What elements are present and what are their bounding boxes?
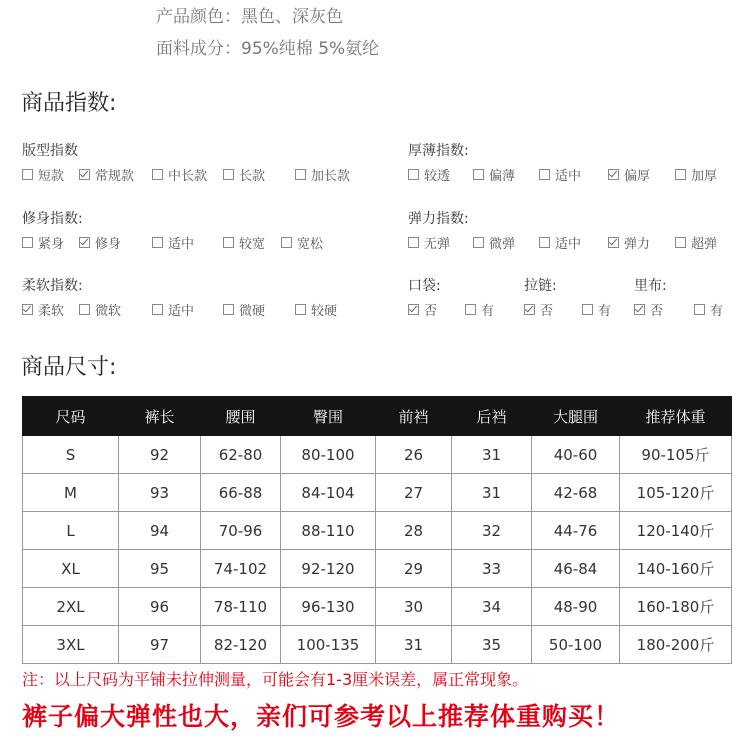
- table-cell: 31: [376, 626, 452, 664]
- table-cell: 35: [452, 626, 532, 664]
- thickness-index-label: 厚薄指数:: [408, 143, 469, 159]
- unchecked-box-icon: [473, 237, 484, 248]
- size-table-header-cell: 后裆: [452, 397, 532, 436]
- option-item: [539, 233, 581, 252]
- checked-box-icon: [524, 304, 535, 315]
- unchecked-box-icon: [223, 304, 234, 315]
- checked-box-icon: [608, 169, 619, 180]
- option-label: 加长款: [311, 169, 351, 184]
- option-label: 较硬: [311, 304, 338, 319]
- table-cell: 2XL: [23, 588, 119, 626]
- option-item: [524, 300, 553, 319]
- table-cell: 95: [119, 550, 201, 588]
- unchecked-box-icon: [152, 169, 163, 180]
- table-cell: 84-104: [281, 474, 376, 512]
- elastic-index-label: 弹力指数:: [408, 211, 469, 227]
- table-row: [23, 588, 732, 626]
- option-label: 否: [540, 304, 554, 319]
- option-label: 较宽: [239, 237, 266, 252]
- table-cell: 26: [376, 436, 452, 474]
- checked-box-icon: [608, 237, 619, 248]
- table-cell: 31: [452, 474, 532, 512]
- unchecked-box-icon: [152, 304, 163, 315]
- fit-index-options: [22, 165, 382, 183]
- option-item: [22, 165, 64, 184]
- product-color-line: 产品颜色：黑色、深灰色: [156, 7, 343, 27]
- table-cell: 66-88: [201, 474, 281, 512]
- zipper-options: [524, 300, 634, 318]
- size-table-header-row: [23, 397, 732, 436]
- table-cell: XL: [23, 550, 119, 588]
- table-cell: 93: [119, 474, 201, 512]
- option-item: [281, 233, 323, 252]
- table-cell: S: [23, 436, 119, 474]
- option-item: [675, 165, 717, 184]
- unchecked-box-icon: [295, 304, 306, 315]
- index-section-title: 商品指数:: [21, 91, 117, 116]
- table-cell: 120-140斤: [620, 512, 732, 550]
- table-row: [23, 512, 732, 550]
- unchecked-box-icon: [465, 304, 476, 315]
- option-label: 超弹: [691, 237, 718, 252]
- option-label: 适中: [555, 169, 582, 184]
- checked-box-icon: [408, 304, 419, 315]
- unchecked-box-icon: [675, 169, 686, 180]
- option-item: [408, 300, 437, 319]
- option-label: 紧身: [38, 237, 65, 252]
- option-label: 偏厚: [624, 169, 651, 184]
- table-cell: 97: [119, 626, 201, 664]
- table-cell: 3XL: [23, 626, 119, 664]
- table-cell: 48-90: [532, 588, 620, 626]
- option-label: 适中: [168, 237, 195, 252]
- table-cell: 42-68: [532, 474, 620, 512]
- option-item: [22, 300, 64, 319]
- unchecked-box-icon: [223, 237, 234, 248]
- option-label: 修身: [95, 237, 122, 252]
- option-label: 否: [424, 304, 438, 319]
- lining-options: [634, 300, 744, 318]
- table-cell: 88-110: [281, 512, 376, 550]
- product-fabric-line: 面料成分：95%纯棉 5%氨纶: [156, 39, 380, 59]
- thickness-index-options: [408, 165, 738, 183]
- fit-index-label: 版型指数: [22, 143, 78, 159]
- table-cell: 90-105斤: [620, 436, 732, 474]
- option-label: 短款: [38, 169, 65, 184]
- option-item: [152, 300, 194, 319]
- table-row: [23, 550, 732, 588]
- size-table-header-cell: 大腿围: [532, 397, 620, 436]
- table-cell: 27: [376, 474, 452, 512]
- table-cell: 92-120: [281, 550, 376, 588]
- unchecked-box-icon: [281, 237, 292, 248]
- table-cell: 80-100: [281, 436, 376, 474]
- option-item: [152, 165, 207, 184]
- option-label: 柔软: [38, 304, 65, 319]
- option-item: [223, 165, 265, 184]
- table-cell: 74-102: [201, 550, 281, 588]
- option-label: 无弹: [424, 237, 451, 252]
- option-item: [79, 233, 121, 252]
- checked-box-icon: [634, 304, 645, 315]
- size-table-header-cell: 腰围: [201, 397, 281, 436]
- option-label: 弹力: [624, 237, 651, 252]
- unchecked-box-icon: [295, 169, 306, 180]
- unchecked-box-icon: [473, 169, 484, 180]
- unchecked-box-icon: [408, 169, 419, 180]
- option-label: 微软: [95, 304, 122, 319]
- table-cell: 28: [376, 512, 452, 550]
- slim-index-options: [22, 233, 382, 251]
- table-cell: 44-76: [532, 512, 620, 550]
- option-item: [152, 233, 194, 252]
- option-item: [408, 233, 450, 252]
- option-item: [608, 233, 650, 252]
- option-label: 有: [481, 304, 495, 319]
- table-cell: 34: [452, 588, 532, 626]
- unchecked-box-icon: [223, 169, 234, 180]
- option-label: 宽松: [297, 237, 324, 252]
- table-cell: 180-200斤: [620, 626, 732, 664]
- table-cell: 32: [452, 512, 532, 550]
- option-label: 加厚: [691, 169, 718, 184]
- size-table-body: [23, 436, 732, 664]
- pocket-options: [408, 300, 518, 318]
- option-label: 适中: [555, 237, 582, 252]
- option-item: [465, 300, 494, 319]
- unchecked-box-icon: [408, 237, 419, 248]
- option-label: 微弹: [489, 237, 516, 252]
- option-item: [408, 165, 450, 184]
- option-item: [22, 233, 64, 252]
- unchecked-box-icon: [539, 237, 550, 248]
- option-item: [79, 165, 134, 184]
- size-table-header-cell: 裤长: [119, 397, 201, 436]
- option-label: 微硬: [239, 304, 266, 319]
- table-cell: 100-135: [281, 626, 376, 664]
- option-label: 有: [710, 304, 724, 319]
- unchecked-box-icon: [79, 304, 90, 315]
- table-cell: 92: [119, 436, 201, 474]
- table-cell: 29: [376, 550, 452, 588]
- size-table: [22, 396, 732, 664]
- option-label: 长款: [239, 169, 266, 184]
- table-cell: 160-180斤: [620, 588, 732, 626]
- weight-recommend-note: 裤子偏大弹性也大，亲们可参考以上推荐体重购买！: [22, 702, 621, 731]
- option-item: [223, 233, 265, 252]
- table-cell: M: [23, 474, 119, 512]
- option-item: [694, 300, 723, 319]
- table-cell: 78-110: [201, 588, 281, 626]
- option-item: [295, 300, 337, 319]
- table-cell: 96: [119, 588, 201, 626]
- size-table-header-cell: 臀围: [281, 397, 376, 436]
- option-item: [608, 165, 650, 184]
- option-item: [295, 165, 350, 184]
- table-cell: 96-130: [281, 588, 376, 626]
- table-cell: 70-96: [201, 512, 281, 550]
- soft-index-options: [22, 300, 382, 318]
- option-item: [473, 165, 515, 184]
- option-label: 较透: [424, 169, 451, 184]
- zipper-label: 拉链:: [524, 278, 557, 294]
- option-label: 中长款: [168, 169, 208, 184]
- size-section-title: 商品尺寸:: [21, 355, 117, 380]
- size-table-header-cell: 尺码: [23, 397, 119, 436]
- table-row: [23, 436, 732, 474]
- unchecked-box-icon: [152, 237, 163, 248]
- size-table-header-cell: 推荐体重: [620, 397, 732, 436]
- checked-box-icon: [79, 237, 90, 248]
- checked-box-icon: [79, 169, 90, 180]
- table-cell: 50-100: [532, 626, 620, 664]
- checked-box-icon: [22, 304, 33, 315]
- lining-label: 里布:: [634, 278, 667, 294]
- unchecked-box-icon: [675, 237, 686, 248]
- unchecked-box-icon: [539, 169, 550, 180]
- table-cell: 94: [119, 512, 201, 550]
- soft-index-label: 柔软指数:: [22, 278, 83, 294]
- option-item: [582, 300, 611, 319]
- table-cell: 46-84: [532, 550, 620, 588]
- unchecked-box-icon: [582, 304, 593, 315]
- table-cell: 33: [452, 550, 532, 588]
- table-cell: 82-120: [201, 626, 281, 664]
- option-item: [675, 233, 717, 252]
- option-label: 偏薄: [489, 169, 516, 184]
- option-item: [539, 165, 581, 184]
- option-item: [473, 233, 515, 252]
- option-label: 有: [598, 304, 612, 319]
- size-table-header-cell: 前裆: [376, 397, 452, 436]
- option-label: 否: [650, 304, 664, 319]
- table-cell: 40-60: [532, 436, 620, 474]
- unchecked-box-icon: [694, 304, 705, 315]
- option-item: [79, 300, 121, 319]
- unchecked-box-icon: [22, 237, 33, 248]
- slim-index-label: 修身指数:: [22, 211, 83, 227]
- table-row: [23, 626, 732, 664]
- option-label: 适中: [168, 304, 195, 319]
- elastic-index-options: [408, 233, 738, 251]
- pocket-label: 口袋:: [408, 278, 441, 294]
- option-item: [634, 300, 663, 319]
- table-cell: 62-80: [201, 436, 281, 474]
- table-cell: 105-120斤: [620, 474, 732, 512]
- unchecked-box-icon: [22, 169, 33, 180]
- table-row: [23, 474, 732, 512]
- measurement-note: 注：以上尺码为平铺未拉伸测量，可能会有1-3厘米误差，属正常现象。: [22, 670, 529, 689]
- table-cell: 30: [376, 588, 452, 626]
- option-label: 常规款: [95, 169, 135, 184]
- table-cell: L: [23, 512, 119, 550]
- table-cell: 140-160斤: [620, 550, 732, 588]
- table-cell: 31: [452, 436, 532, 474]
- option-item: [223, 300, 265, 319]
